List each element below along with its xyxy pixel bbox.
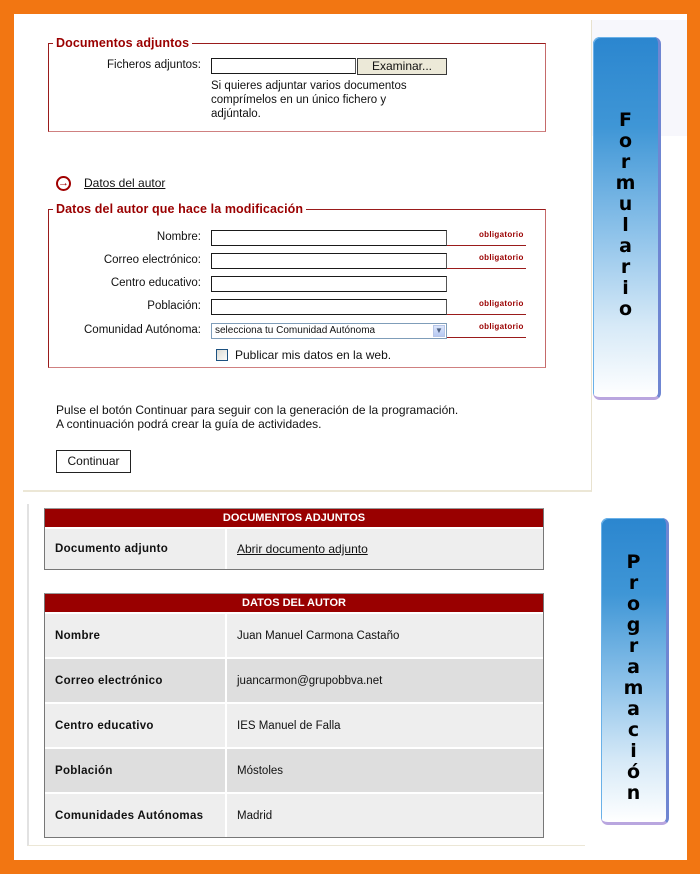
tab-letter: r (620, 151, 631, 173)
community-select[interactable] (211, 323, 447, 339)
community-label: Comunidad Autónoma: (84, 324, 201, 336)
tab-letter: a (619, 235, 632, 257)
row-value: IES Manuel de Falla (227, 704, 543, 747)
tab-letter: o (626, 593, 641, 615)
required-badge-community: obligatorio (479, 322, 524, 331)
tab-letter: r (620, 256, 631, 278)
required-connector (447, 245, 526, 246)
town-label: Población: (147, 300, 201, 312)
required-badge-town: obligatorio (479, 299, 524, 308)
programacion-side-tab (601, 518, 669, 825)
tab-letter: o (618, 130, 633, 152)
required-connector (447, 268, 526, 269)
file-path-input[interactable] (211, 58, 356, 74)
continue-button[interactable]: Continuar (56, 450, 131, 473)
publish-checkbox[interactable] (216, 349, 228, 361)
row-value (227, 529, 543, 569)
email-input[interactable] (211, 253, 447, 269)
tab-letter: i (630, 740, 637, 762)
required-badge-email: obligatorio (479, 253, 524, 262)
school-input[interactable] (211, 276, 447, 292)
tab-letter: n (626, 782, 641, 804)
tab-letter: o (618, 298, 633, 320)
name-label: Nombre: (156, 231, 201, 243)
email-label: Correo electrónico: (103, 254, 201, 266)
file-label: Ficheros adjuntos: (107, 59, 201, 71)
open-document-link[interactable]: Abrir documento adjunto (237, 542, 368, 556)
attachments-hint (211, 79, 407, 121)
tab-letter: P (626, 551, 641, 573)
row-value: Móstoles (227, 749, 543, 792)
chevron-down-icon[interactable]: ▼ (433, 325, 445, 337)
row-key: Centro educativo (45, 704, 227, 747)
documents-table-header: DOCUMENTOS ADJUNTOS (45, 509, 543, 527)
instruction-line: Pulse el botón Continuar para seguir con la generación de la programación. (56, 403, 459, 417)
tab-letter: i (622, 277, 629, 299)
tab-letter: ó (626, 761, 641, 783)
publish-checkbox-label: Publicar mis datos en la web. (235, 348, 392, 362)
tab-letter: m (615, 172, 636, 194)
table-row (45, 747, 543, 792)
hint-line: Si quieres adjuntar varios documentos (211, 80, 407, 92)
arrow-circle-right-icon: → (58, 177, 69, 189)
row-key: Población (45, 749, 227, 792)
row-key: Comunidades Autónomas (45, 794, 227, 837)
required-connector (447, 337, 526, 338)
author-data-link[interactable]: Datos del autor (84, 176, 166, 190)
author-summary-table (44, 593, 544, 838)
author-table-header: DATOS DEL AUTOR (45, 594, 543, 612)
table-row (45, 702, 543, 747)
required-badge-name: obligatorio (479, 230, 524, 239)
browse-button[interactable]: Examinar... (357, 58, 447, 75)
formulario-side-tab (593, 37, 661, 400)
tab-letter: c (627, 719, 640, 741)
tab-letter: r (628, 572, 639, 594)
required-connector (447, 314, 526, 315)
tab-letter: F (619, 109, 632, 131)
town-input[interactable] (211, 299, 447, 315)
documents-summary-table (44, 508, 544, 570)
form-panel (23, 20, 592, 492)
table-row (45, 657, 543, 702)
school-label: Centro educativo: (110, 277, 201, 289)
tab-letter: l (622, 214, 629, 236)
row-value: Juan Manuel Carmona Castaño (227, 614, 543, 657)
row-key: Correo electrónico (45, 659, 227, 702)
tab-letter: a (627, 656, 640, 678)
table-row (45, 527, 543, 569)
page-canvas (14, 14, 687, 860)
tab-letter: g (626, 614, 641, 636)
row-key: Documento adjunto (45, 529, 227, 569)
hint-line: adjúntalo. (211, 108, 261, 120)
table-row (45, 612, 543, 657)
tab-letter: u (618, 193, 633, 215)
row-value: Madrid (227, 794, 543, 837)
continue-instructions (56, 403, 458, 431)
tab-letter: m (623, 677, 644, 699)
table-row (45, 792, 543, 837)
row-key: Nombre (45, 614, 227, 657)
author-legend: Datos del autor que hace la modificación (56, 202, 304, 216)
attachments-legend: Documentos adjuntos (56, 36, 190, 50)
instruction-line: A continuación podrá crear la guía de actividades. (56, 417, 322, 431)
row-value: juancarmon@grupobbva.net (227, 659, 543, 702)
community-selected-value: selecciona tu Comunidad Autónoma (215, 325, 376, 336)
hint-line: comprímelos en un único fichero y (211, 94, 387, 106)
name-input[interactable] (211, 230, 447, 246)
tab-letter: a (627, 698, 640, 720)
tab-letter: r (628, 635, 639, 657)
